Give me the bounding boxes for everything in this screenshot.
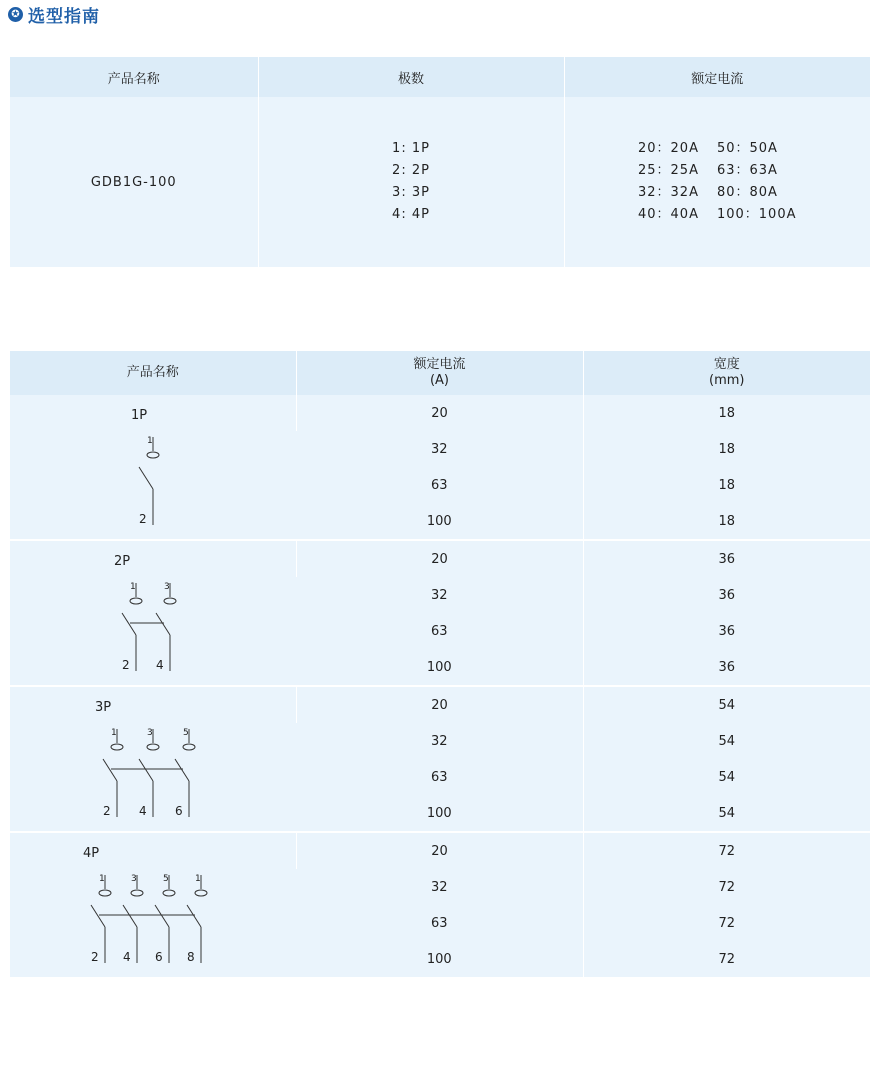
width-value: 18: [583, 467, 870, 503]
header-width: [583, 351, 870, 395]
current-option: 20：20A: [637, 141, 699, 156]
table-header-row: [10, 351, 870, 395]
width-value: 72: [583, 941, 870, 977]
width-value: 72: [583, 905, 870, 941]
switch-blade: [156, 613, 170, 635]
rated-current-value: 100: [296, 795, 583, 831]
width-value: 36: [583, 649, 870, 685]
header-width-label: 宽度: [713, 357, 740, 372]
rated-current-value: 63: [296, 905, 583, 941]
current-option: 25：25A: [637, 163, 699, 178]
rated-current-value: 100: [296, 503, 583, 539]
contact-symbol: [111, 744, 123, 750]
rated-current-value: 32: [296, 577, 583, 613]
rated-current-value: 63: [296, 759, 583, 795]
rated-current-value: 100: [296, 941, 583, 977]
model-code-table: [10, 57, 870, 267]
product-model: GDB1G-100: [10, 97, 258, 267]
width-value: 36: [583, 613, 870, 649]
rated-current-value: 32: [296, 869, 583, 905]
current-option: 50：50A: [716, 141, 778, 156]
terminal-top-number: 1: [194, 874, 201, 884]
pole-wiring-diagram: [53, 397, 253, 537]
width-value: 18: [583, 431, 870, 467]
pole-option: 1: 1P: [392, 141, 430, 156]
rated-current-value: 32: [296, 723, 583, 759]
width-value: 54: [583, 795, 870, 831]
terminal-top-number: 1: [129, 582, 136, 592]
contact-symbol: [195, 890, 207, 896]
contact-symbol: [183, 744, 195, 750]
terminal-bottom-number: 2: [102, 804, 111, 818]
header-rated-current: 额定电流: [564, 57, 870, 97]
terminal-top-number: 3: [130, 874, 137, 884]
terminal-bottom-number: 2: [121, 658, 130, 672]
pole-count-label: 1P: [130, 408, 147, 423]
width-value: 72: [583, 833, 870, 869]
current-option: 40：40A: [637, 207, 699, 222]
rated-current-value: 63: [296, 613, 583, 649]
current-option: 32：32A: [637, 185, 699, 200]
pole-option: 2: 2P: [392, 163, 430, 178]
currents-cell: [564, 97, 870, 267]
width-value: 54: [583, 723, 870, 759]
terminal-top-number: 1: [110, 728, 117, 738]
contact-symbol: [130, 598, 142, 604]
switch-blade: [139, 759, 153, 781]
width-value: 54: [583, 687, 870, 723]
pole-count-label: 2P: [113, 554, 130, 569]
pole-diagram-cell: [10, 395, 296, 539]
pole-diagram-cell: [10, 833, 296, 977]
switch-blade: [103, 759, 117, 781]
switch-blade: [122, 613, 136, 635]
poles-cell: [258, 97, 564, 267]
width-spec-table: [10, 351, 870, 977]
contact-symbol: [147, 744, 159, 750]
terminal-top-number: 1: [146, 436, 153, 446]
star-icon: ✪: [8, 7, 23, 22]
currents-list: [638, 138, 797, 226]
terminal-top-number: 5: [162, 874, 169, 884]
width-spec-body: [10, 395, 870, 977]
pole-option: 4: 4P: [392, 207, 430, 222]
terminal-bottom-number: 2: [90, 950, 99, 964]
contact-symbol: [163, 890, 175, 896]
page-title: 选型指南: [28, 6, 100, 27]
terminal-top-number: 5: [182, 728, 189, 738]
header-product-name: 产品名称: [10, 57, 258, 97]
contact-symbol: [131, 890, 143, 896]
table-header-row: [10, 57, 870, 97]
contact-symbol: [99, 890, 111, 896]
width-value: 36: [583, 577, 870, 613]
terminal-bottom-number: 6: [174, 804, 183, 818]
rated-current-value: 20: [296, 687, 583, 723]
header-rated-current: [296, 351, 583, 395]
terminal-bottom-number: 6: [154, 950, 163, 964]
width-value: 36: [583, 541, 870, 577]
width-value: 18: [583, 503, 870, 539]
contact-symbol: [147, 452, 159, 458]
pole-diagram-cell: [10, 541, 296, 685]
pole-wiring-diagram: [53, 835, 253, 975]
rated-current-value: 32: [296, 431, 583, 467]
pole-count-label: 4P: [82, 846, 99, 861]
terminal-top-number: 1: [98, 874, 105, 884]
width-value: 54: [583, 759, 870, 795]
header-product-name: 产品名称: [10, 351, 296, 395]
pole-wiring-diagram: [53, 689, 253, 829]
current-option: 63：63A: [716, 163, 778, 178]
rated-current-value: 20: [296, 833, 583, 869]
terminal-bottom-number: 4: [138, 804, 147, 818]
switch-blade: [91, 905, 105, 927]
contact-symbol: [164, 598, 176, 604]
pole-wiring-diagram: [53, 543, 253, 683]
rated-current-value: 63: [296, 467, 583, 503]
switch-blade: [123, 905, 137, 927]
terminal-bottom-number: 4: [122, 950, 131, 964]
table-row: [10, 395, 870, 431]
pole-count-label: 3P: [94, 700, 111, 715]
rated-current-value: 20: [296, 395, 583, 431]
terminal-top-number: 3: [163, 582, 170, 592]
table-row: [10, 687, 870, 723]
current-option: 80：80A: [716, 185, 778, 200]
table-row: [10, 833, 870, 869]
table-row: [10, 541, 870, 577]
header-poles: 极数: [258, 57, 564, 97]
terminal-bottom-number: 4: [155, 658, 164, 672]
pole-option: 3: 3P: [392, 185, 430, 200]
rated-current-value: 20: [296, 541, 583, 577]
header-rated-current-unit: (A): [429, 373, 450, 388]
table-row: [10, 97, 870, 267]
terminal-bottom-number: 2: [138, 512, 147, 526]
switch-blade: [187, 905, 201, 927]
header-width-unit: (mm): [709, 373, 745, 388]
pole-diagram-cell: [10, 687, 296, 831]
width-value: 18: [583, 395, 870, 431]
current-option: 100：100A: [716, 207, 797, 222]
rated-current-value: 100: [296, 649, 583, 685]
header-rated-current-label: 额定电流: [413, 357, 466, 372]
terminal-top-number: 3: [146, 728, 153, 738]
switch-blade: [175, 759, 189, 781]
poles-list: [392, 138, 430, 226]
terminal-bottom-number: 8: [186, 950, 195, 964]
page-header: [8, 2, 100, 26]
switch-blade: [139, 467, 153, 489]
switch-blade: [155, 905, 169, 927]
width-value: 72: [583, 869, 870, 905]
